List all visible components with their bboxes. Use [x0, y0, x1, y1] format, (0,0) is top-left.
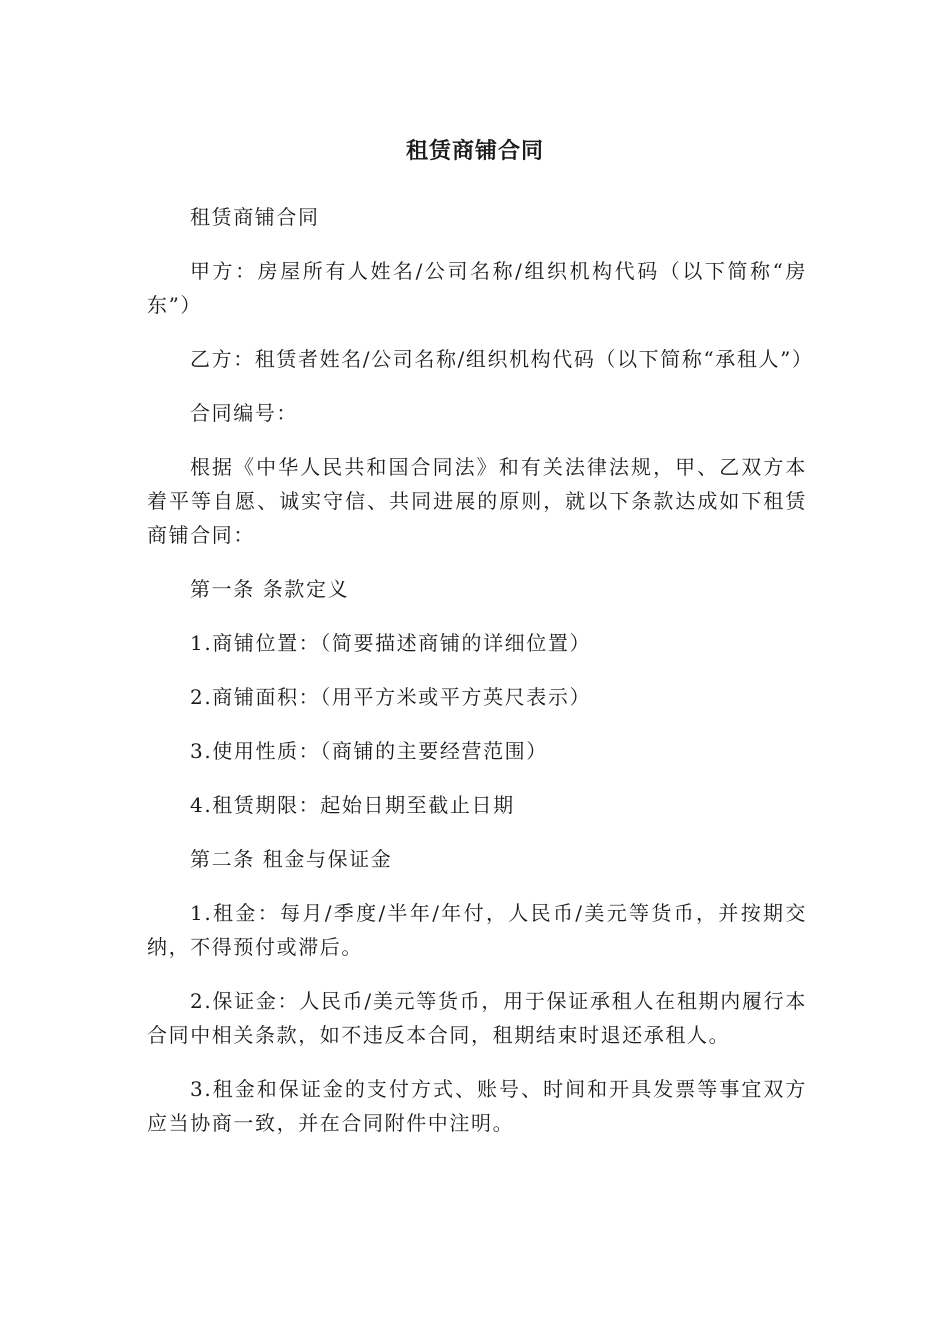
contract-heading-line: 租赁商铺合同	[190, 205, 320, 229]
article-1-heading: 第一条 条款定义	[190, 577, 350, 601]
article-2-item-3: 3.租金和保证金的支付方式、账号、时间和开具发票等事宜双方应当协商一致，并在合同附件中注明。	[147, 1077, 807, 1135]
article-1-item-2: 2.商铺面积：（用平方米或平方英尺表示）	[190, 685, 592, 709]
article-1-item-1: 1.商铺位置：（简要描述商铺的详细位置）	[190, 631, 592, 655]
party-a-line: 甲方：房屋所有人姓名/公司名称/组织机构代码（以下简称“房东”）	[147, 259, 807, 317]
article-1-item-4: 4.租赁期限：起始日期至截止日期	[190, 793, 515, 817]
article-1-item-3: 3.使用性质：（商铺的主要经营范围）	[190, 739, 548, 763]
party-b-line: 乙方：租赁者姓名/公司名称/组织机构代码（以下简称“承租人”）	[190, 347, 814, 371]
article-2-item-2: 2.保证金：人民币/美元等货币，用于保证承租人在租期内履行本合同中相关条款，如不违反本合同，租期结束时退还承租人。	[147, 989, 807, 1047]
preamble-paragraph: 根据《中华人民共和国合同法》和有关法律法规，甲、乙双方本着平等自愿、诚实守信、共同进展的原则，就以下条款达成如下租赁商铺合同：	[147, 455, 807, 547]
article-2-heading: 第二条 租金与保证金	[190, 847, 393, 871]
contract-number-line: 合同编号：	[190, 401, 298, 425]
article-2-item-1: 1.租金：每月/季度/半年/年付，人民币/美元等货币，并按期交纳，不得预付或滞后。	[147, 901, 807, 959]
document-body	[147, 200, 814, 1160]
document-title: 租赁商铺合同	[405, 139, 544, 164]
